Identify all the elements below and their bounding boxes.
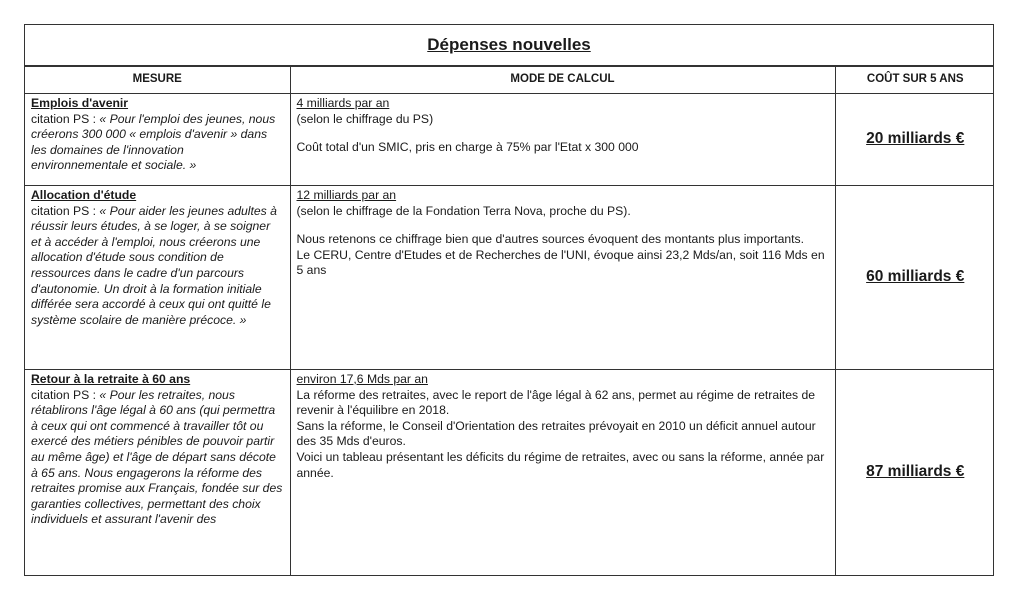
calcul-line: (selon le chiffrage du PS): [296, 111, 434, 126]
mesure-quote: citation PS : « Pour les retraites, nous rétablirons l'âge légal à 60 ans (qui permettra à ceux qui ont commencé à travailler tôt ou exercé des métiers pénibles de pouvoir partir au même âge) et l'âge de départ sans décote à 65 ans. Nous engagerons la réforme des retraites promise aux Français, fondée sur des garanties collectives, permettant des choix individuels et assurant l'avenir des: [31, 387, 283, 527]
calcul-line: Nous retenons ce chiffrage bien que d'autres sources évoquent des montants plus importants.: [296, 232, 805, 247]
cost-cell: [835, 94, 994, 186]
mesure-cell: [25, 94, 290, 186]
expenses-table: [25, 66, 994, 576]
calcul-line: La réforme des retraites, avec le report de l'âge légal à 62 ans, permet au régime de retraites de revenir à l'équilibre en 2018.: [296, 387, 816, 418]
table-row: [25, 94, 994, 186]
table-row: [25, 370, 994, 576]
cost-value: 87 milliards €: [866, 462, 965, 480]
header-mesure: MESURE: [25, 67, 290, 94]
document-sheet: [24, 24, 994, 576]
header-cout: COÛT SUR 5 ANS: [835, 67, 994, 94]
mesure-cell: [25, 370, 290, 576]
mesure-title: Emplois d'avenir: [31, 96, 129, 110]
calcul-cell: [290, 370, 835, 576]
calcul-heading: environ 17,6 Mds par an: [296, 372, 428, 386]
calcul-line: (selon le chiffrage de la Fondation Terra Nova, proche du PS).: [296, 203, 631, 218]
document-title: Dépenses nouvelles: [25, 25, 993, 66]
calcul-line: Sans la réforme, le Conseil d'Orientation des retraites prévoyait en 2010 un déficit annuel autour des 35 Mds d'euros.: [296, 418, 816, 449]
table-row: [25, 186, 994, 370]
header-mode-de-calcul: MODE DE CALCUL: [290, 67, 835, 94]
calcul-cell: [290, 94, 835, 186]
calcul-cell: [290, 186, 835, 370]
calcul-line: Coût total d'un SMIC, pris en charge à 75% par l'Etat x 300 000: [296, 140, 639, 155]
mesure-title: Allocation d'étude: [31, 188, 137, 202]
mesure-cell: [25, 186, 290, 370]
mesure-quote: citation PS : « Pour l'emploi des jeunes, nous créerons 300 000 « emplois d'avenir » dans les domaines de l'innovation environnementale et sociale. »: [31, 111, 276, 173]
mesure-quote: citation PS : « Pour aider les jeunes adultes à réussir leurs études, à se loger, à se soigner et à accéder à l'emploi, nous créerons une allocation d'étude sous condition de ressources dans le cadre d'un parcours d'autonomie. Un droit à la formation initiale différée sera accordé à ceux qui ont quitté le système scolaire de manière précoce. »: [31, 203, 277, 327]
cost-cell: [835, 186, 994, 370]
cost-value: 60 milliards €: [866, 267, 965, 285]
calcul-heading: 12 milliards par an: [296, 188, 397, 202]
mesure-title: Retour à la retraite à 60 ans: [31, 372, 191, 386]
cost-value: 20 milliards €: [866, 129, 965, 147]
cost-cell: [835, 370, 994, 576]
table-header-row: [25, 67, 994, 94]
calcul-heading: 4 milliards par an: [296, 96, 390, 110]
calcul-line: Le CERU, Centre d'Etudes et de Recherches de l'UNI, évoque ainsi 23,2 Mds/an, soit 116 Mds en 5 ans: [296, 247, 825, 278]
calcul-line: Voici un tableau présentant les déficits du régime de retraites, avec ou sans la réforme, année par année.: [296, 449, 825, 480]
